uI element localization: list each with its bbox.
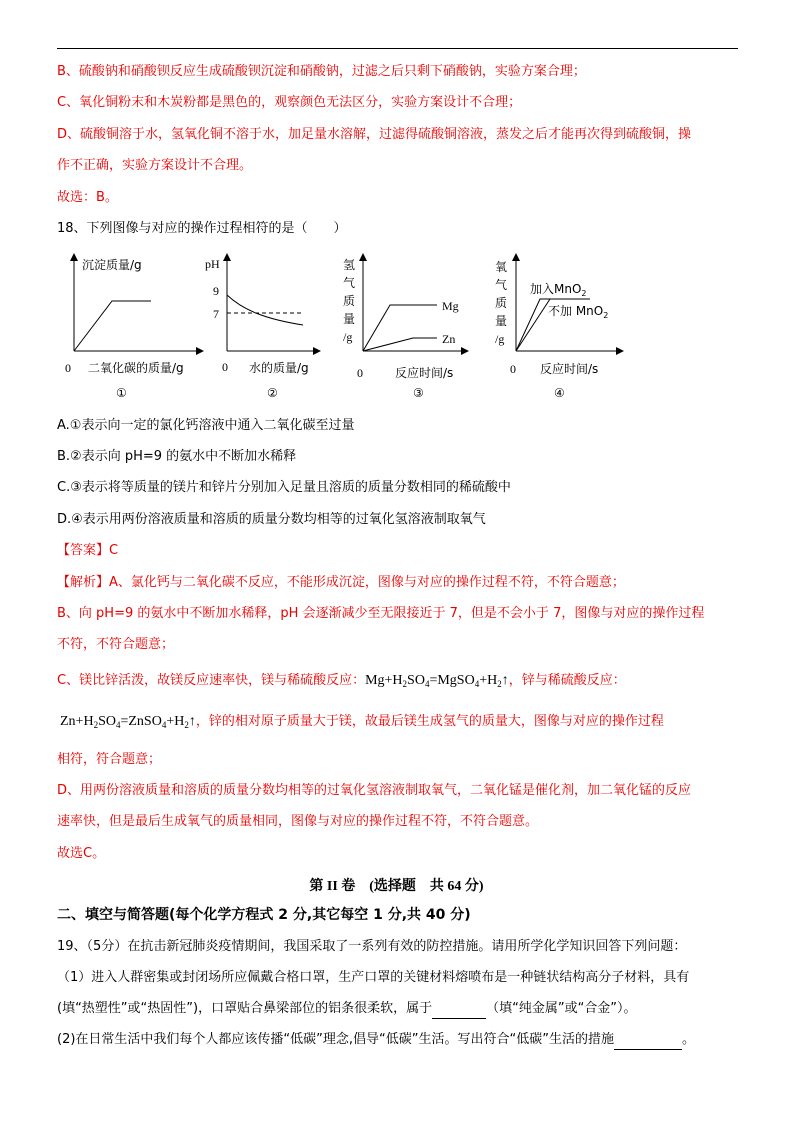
option-b: B.②表示向 pH=9 的氨水中不断加水稀释 [57, 449, 297, 464]
analysis-c-1 [57, 672, 626, 693]
analysis-c-1-post: ，锌与稀硫酸反应： [508, 673, 626, 688]
question-19-2-end: 。 [681, 1032, 695, 1047]
option-c: C.③表示将等质量的镁片和锌片分别加入足量且溶质的质量分数相同的稀硫酸中 [57, 480, 511, 495]
analysis-d-2: 速率快，但是最后生成氧气的质量相同，图像与对应的操作过程不符，不符合题意。 [57, 814, 539, 829]
graph-4-xlabel: 反应时间/s [540, 362, 599, 376]
analysis-a: 【解析】A、氯化钙与二氧化碳不反应，不能形成沉淀，图像与对应的操作过程不符，不符合题意； [57, 575, 625, 590]
graph-4-ylabel-5: /g [495, 332, 505, 346]
graph-2-origin: 0 [222, 360, 228, 374]
equation-zn: $Zn+H_2SO_4=ZnSO_4+H_2↑$ [60, 714, 196, 730]
part-2-title: 第 II 卷 (选择题 共 64 分) [309, 879, 484, 894]
graph-1-number: ① [116, 386, 127, 400]
graph-3-mg-curve [363, 305, 437, 351]
graph-3-zn-curve [363, 338, 437, 351]
analysis-b-1: B、向 pH=9 的氨水中不断加水稀释，pH 会逐渐减少至无限接近于 7，但是不会小于 7，图像与对应的操作过程 [57, 606, 705, 621]
analysis-d-line-2: 作不正确，实验方案设计不合理。 [57, 158, 253, 173]
graph-3-number: ③ [413, 386, 424, 400]
graph-2-tick-9: 9 [213, 284, 219, 298]
analysis-c-2-post: ，锌的相对原子质量大于镁，故最后镁生成氢气的质量大，图像与对应的操作过程 [195, 714, 664, 729]
graph-3-ylabel-3: 质 [343, 294, 356, 308]
analysis-choice: 故选C。 [57, 846, 106, 861]
graph-1 [60, 255, 210, 404]
answer-blank-alloy[interactable] [432, 1000, 486, 1019]
analysis-c-3: 相符，符合题意； [57, 752, 162, 767]
question-19-2 [57, 1031, 695, 1050]
question-19-stem: 19、（5分）在抗击新冠肺炎疫情期间，我国采取了一系列有效的防控措施。请用所学化学知识回答下列问题： [57, 939, 687, 954]
analysis-b-line: B、硫酸钠和硝酸钡反应生成硫酸钡沉淀和硝酸钠，过滤之后只剩下硝酸钠，实验方案合理； [57, 64, 586, 79]
analysis-d-1: D、用两份溶液质量和溶质的质量分数均相等的过氧化氢溶液制取氧气，二氧化锰是催化剂，加二氧化锰的反应 [57, 783, 692, 798]
graph-3-origin: 0 [357, 366, 363, 380]
analysis-c-1-pre: C、镁比锌活泼，故镁反应速率快，镁与稀硫酸反应： [57, 673, 366, 688]
graph-4-without-mno2-curve [516, 299, 550, 351]
graph-1-ylabel: 沉淀质量/g [82, 258, 142, 272]
graph-3-xlabel: 反应时间/s [395, 366, 454, 380]
graph-2-xlabel: 水的质量/g [249, 361, 309, 375]
question-18-stem: 18、下列图像与对应的操作过程相符的是（ ） [57, 221, 347, 236]
graph-3-ylabel-1: 氢 [343, 258, 356, 272]
analysis-b-2: 不符，不符合题意； [57, 637, 175, 652]
graph-3-zn-label: Zn [442, 332, 456, 346]
graph-3-ylabel-4: 量 [343, 312, 356, 326]
analysis-d-line-1: D、硫酸铜溶于水，氢氧化铜不溶于水，加足量水溶解，过滤得硫酸铜溶液，蒸发之后才能再次得到硫酸铜，操 [57, 127, 692, 142]
graph-4-ylabel-1: 氧 [495, 260, 508, 274]
analysis-c-2 [60, 713, 664, 734]
graph-2-tick-7: 7 [213, 307, 219, 321]
graph-1-origin: 0 [65, 361, 71, 375]
question-19-2-text: (2)在日常生活中我们每个人都应该传播“低碳”理念,倡导“低碳”生活。写出符合“低碳”生活的措施 [57, 1032, 614, 1047]
graph-4-ylabel-4: 量 [495, 314, 508, 328]
graph-2 [205, 255, 335, 404]
graph-2-curve [227, 295, 303, 325]
graph-3 [335, 255, 475, 404]
question-19-1-line-2-post: （填“纯金属”或“合金”）。 [486, 1001, 637, 1016]
question-19-1-line-2-pre: (填“热塑性”或“热固性”)，口罩贴合鼻梁部位的铝条很柔软，属于 [57, 1001, 433, 1016]
analysis-c-line: C、氧化铜粉末和木炭粉都是黑色的，观察颜色无法区分，实验方案设计不合理； [57, 95, 522, 110]
header-rule [57, 48, 738, 49]
graph-2-number: ② [267, 386, 278, 400]
graph-1-curve [74, 301, 151, 351]
graph-4-without-label: 不加 MnO$_2$ [548, 304, 609, 320]
question-19-1-line-2 [57, 1000, 637, 1019]
graph-3-mg-label: Mg [442, 299, 459, 313]
graph-4 [490, 255, 640, 404]
graph-3-ylabel-2: 气 [343, 276, 356, 290]
answer-line: 【答案】C [57, 543, 119, 558]
graph-4-origin: 0 [510, 362, 516, 376]
choice-line: 故选：B。 [57, 190, 118, 205]
graph-4-with-label: 加入MnO$_2$ [530, 282, 587, 298]
section-heading: 二、填空与简答题(每个化学方程式 2 分,其它每空 1 分,共 40 分) [57, 907, 471, 923]
graph-4-number: ④ [554, 386, 565, 400]
option-a: A.①表示向一定的氯化钙溶液中通入二氧化碳至过量 [57, 418, 355, 433]
question-19-1-line-1: （1）进入人群密集或封闭场所应佩戴合格口罩，生产口罩的关键材料熔喷布是一种链状结构高分子材料，具有 [57, 970, 690, 985]
equation-mg: $Mg+H_2SO_4=MgSO_4+H_2↑$ [365, 673, 509, 689]
graph-4-ylabel-2: 气 [495, 278, 508, 292]
graph-1-xlabel: 二氧化碳的质量/g [88, 361, 184, 375]
graph-2-ylabel: pH [205, 257, 220, 271]
graph-3-ylabel-5: /g [343, 330, 353, 344]
option-d: D.④表示用两份溶液质量和溶质的质量分数均相等的过氧化氢溶液制取氧气 [57, 512, 486, 527]
answer-blank-low-carbon[interactable] [614, 1031, 682, 1050]
graph-4-ylabel-3: 质 [495, 296, 508, 310]
